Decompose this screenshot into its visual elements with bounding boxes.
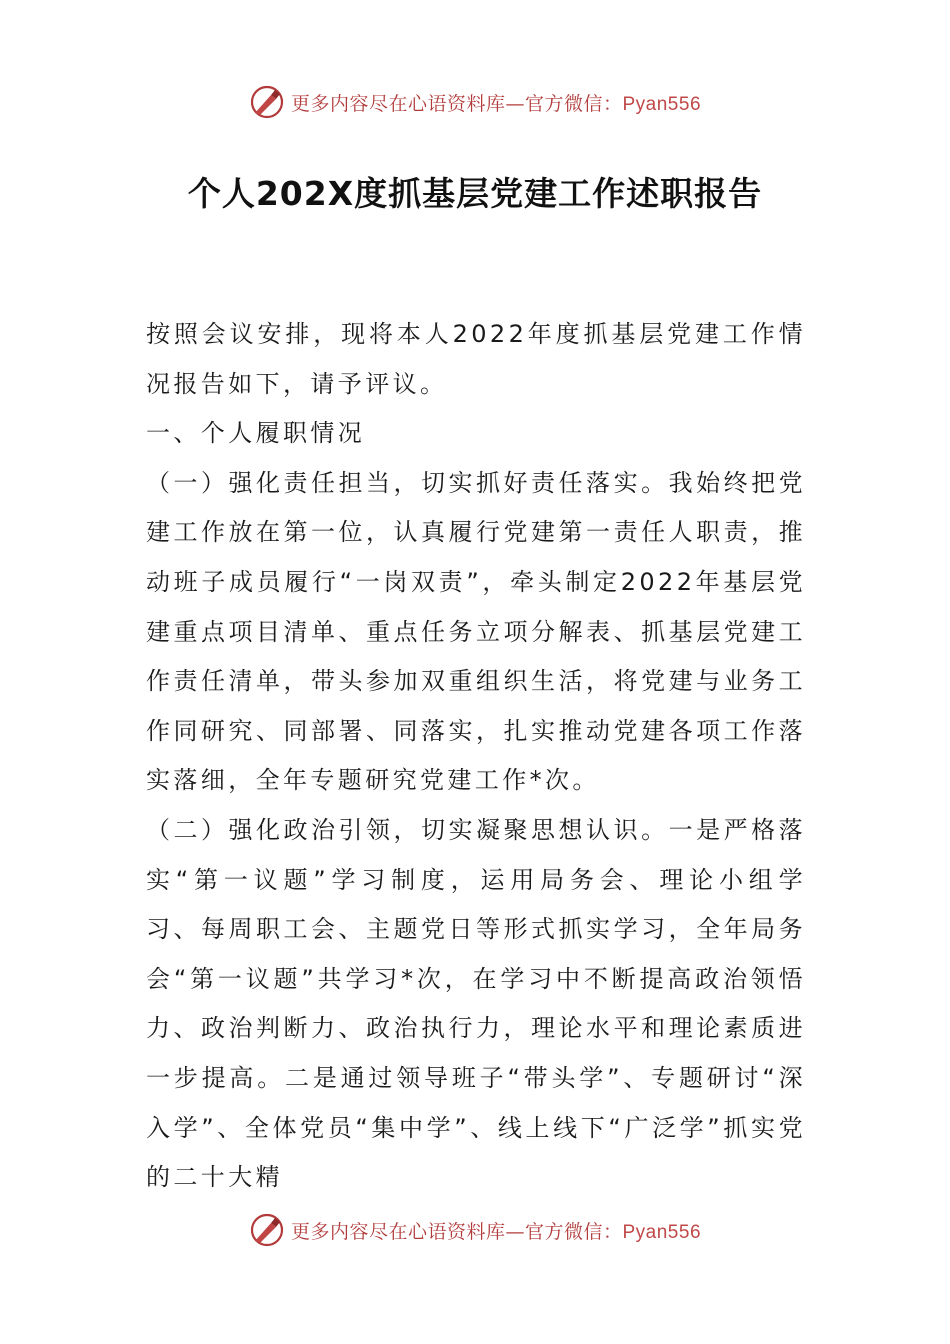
section-heading: 一、个人履职情况 (146, 419, 366, 448)
document-title: 个人202X度抓基层党建工作述职报告 (187, 174, 763, 213)
watermark-text: 更多内容尽在心语资料库—官方微信：Pyan556 (290, 1220, 702, 1243)
body-paragraph: （二）强化政治引领，切实凝聚思想认识。一是严格落实“第一议题”学习制度，运用局务会、理论小组学习、每周职工会、主题党日等形式抓实学习，全年局务会“第一议题”共学习*次，在学习中不断提高政治领悟力、政治判断力、政治执行力，理论水平和理论素质进一步提高。二是通过领导班子“带头学”、专题研讨“深入学”、全体党员“集中学”、线上线下“广泛学”抓实党的二十大精 (146, 815, 806, 1192)
document-body (146, 310, 806, 1203)
pen-nib-logo-icon (249, 84, 285, 120)
pen-nib-logo-icon (249, 1212, 285, 1248)
watermark-header (0, 80, 950, 124)
wechat-id: Pyan556 (622, 93, 702, 115)
watermark-footer (0, 1208, 950, 1252)
body-paragraph: （一）强化责任担当，切实抓好责任落实。我始终把党建工作放在第一位，认真履行党建第一责任人职责，推动班子成员履行“一岗双责”，牵头制定2022年基层党建重点项目清单、重点任务立项分解表、抓基层党建工作责任清单，带头参加双重组织生活，将党建与业务工作同研究、同部署、同落实，扎实推动党建各项工作落实落细，全年专题研究党建工作*次。 (146, 468, 806, 795)
wechat-id: Pyan556 (622, 1221, 702, 1243)
watermark-text: 更多内容尽在心语资料库—官方微信：Pyan556 (290, 92, 702, 115)
intro-paragraph: 按照会议安排，现将本人2022年度抓基层党建工作情况报告如下，请予评议。 (146, 320, 806, 398)
